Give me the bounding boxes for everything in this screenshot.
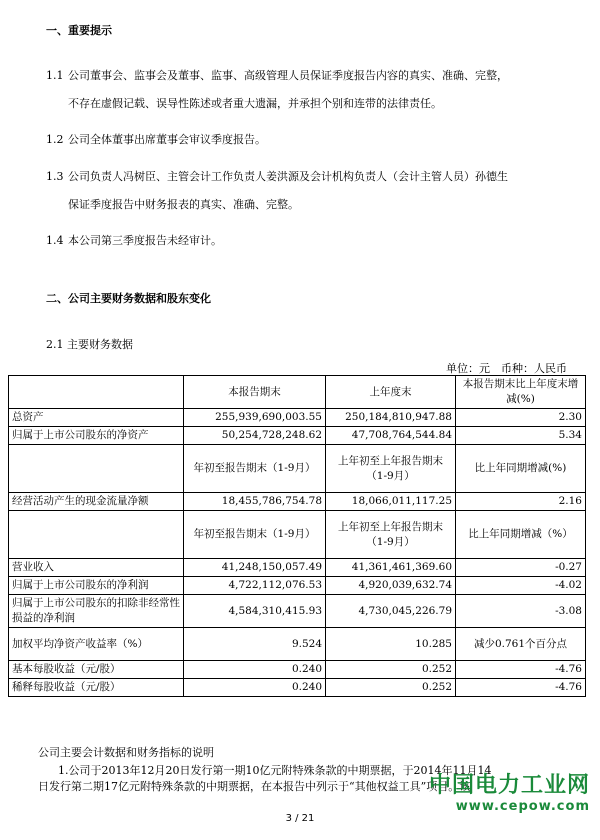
table-row	[9, 595, 586, 628]
item-1-4	[46, 233, 566, 248]
row-value: 41,361,461,369.60	[326, 559, 456, 577]
table-row	[9, 493, 586, 511]
row-label: 加权平均净资产收益率（%）	[9, 628, 184, 661]
row-label: 基本每股收益（元/股）	[9, 661, 184, 679]
row-label: 归属于上市公司股东的净利润	[9, 577, 184, 595]
section2-subtitle: 2.1 主要财务数据	[46, 338, 133, 351]
watermark-url: www.cepow.com	[455, 799, 590, 814]
row-value: 2.30	[456, 409, 586, 427]
table-header-cell: 上年度末	[326, 376, 456, 409]
row-value: 0.252	[326, 679, 456, 697]
row-value: 18,455,786,754.78	[184, 493, 326, 511]
financial-table	[8, 375, 586, 697]
table-header-cell	[9, 445, 184, 493]
row-value: 10.285	[326, 628, 456, 661]
row-value: -4.02	[456, 577, 586, 595]
item-text-cont: 不存在虚假记载、误导性陈述或者重大遗漏，并承担个别和连带的法律责任。	[68, 97, 442, 110]
row-value: 47,708,764,544.84	[326, 427, 456, 445]
table-header-cell: 上年初至上年报告期末（1-9月）	[326, 445, 456, 493]
table-header-row	[9, 511, 586, 559]
item-text: 公司全体董事出席董事会审议季度报告。	[68, 133, 266, 146]
item-text-cont: 保证季度报告中财务报表的真实、准确、完整。	[68, 198, 299, 211]
item-text: 公司负责人冯树臣、主管会计工作负责人姜洪源及会计机构负责人（会计主管人员）孙德生	[68, 170, 508, 183]
row-value: 250,184,810,947.88	[326, 409, 456, 427]
row-value: 4,584,310,415.93	[184, 595, 326, 628]
unit-label: 单位：元 币种：人民币	[446, 362, 567, 375]
note-title: 公司主要会计数据和财务指标的说明	[38, 746, 214, 759]
row-value: 0.240	[184, 679, 326, 697]
table-header-cell	[9, 511, 184, 559]
row-label: 营业收入	[9, 559, 184, 577]
row-label: 稀释每股收益（元/股）	[9, 679, 184, 697]
row-value: 4,920,039,632.74	[326, 577, 456, 595]
row-value: 18,066,011,117.25	[326, 493, 456, 511]
item-1-2	[46, 132, 566, 147]
table-row	[9, 661, 586, 679]
row-value: 9.524	[184, 628, 326, 661]
row-value: 4,722,112,076.53	[184, 577, 326, 595]
row-label: 归属于上市公司股东的净资产	[9, 427, 184, 445]
table-header-cell: 年初至报告期末（1-9月）	[184, 445, 326, 493]
row-value: 5.34	[456, 427, 586, 445]
row-value: 减少0.761个百分点	[456, 628, 586, 661]
row-value: 255,939,690,003.55	[184, 409, 326, 427]
page-number: 3 / 21	[285, 813, 315, 824]
table-row	[9, 427, 586, 445]
item-number: 1.3	[46, 170, 64, 183]
row-value: 4,730,045,226.79	[326, 595, 456, 628]
table-header-cell: 本报告期末	[184, 376, 326, 409]
table-header-cell	[9, 376, 184, 409]
section1-title: 一、重要提示	[46, 24, 112, 37]
table-row	[9, 577, 586, 595]
row-value: -4.76	[456, 679, 586, 697]
row-value: 41,248,150,057.49	[184, 559, 326, 577]
row-value: -0.27	[456, 559, 586, 577]
item-number: 1.1	[46, 69, 64, 82]
table-header-cell: 比上年同期增减（%）	[456, 511, 586, 559]
table-header-cell: 上年初至上年报告期末（1-9月）	[326, 511, 456, 559]
section2-title: 二、公司主要财务数据和股东变化	[46, 292, 211, 305]
table-header-row	[9, 445, 586, 493]
row-value: -4.76	[456, 661, 586, 679]
row-label: 经营活动产生的现金流量净额	[9, 493, 184, 511]
row-value: 0.240	[184, 661, 326, 679]
row-value: 2.16	[456, 493, 586, 511]
note-line: 日发行第二期17亿元附特殊条款的中期票据，在本报告中列示于“其他权益工具”项目。该	[38, 780, 471, 793]
item-1-1	[46, 68, 566, 110]
table-row	[9, 559, 586, 577]
watermark-title: 中国电力工业网	[428, 773, 590, 798]
item-text: 公司董事会、监事会及董事、监事、高级管理人员保证季度报告内容的真实、准确、完整，	[68, 69, 508, 82]
note-line: 1.公司于2013年12月20日发行第一期10亿元附特殊条款的中期票据，于2014年11月14	[58, 764, 492, 777]
table-row	[9, 628, 586, 661]
item-number: 1.4	[46, 234, 64, 247]
table-row	[9, 409, 586, 427]
row-value: 50,254,728,248.62	[184, 427, 326, 445]
row-value: 0.252	[326, 661, 456, 679]
table-header-cell: 年初至报告期末（1-9月）	[184, 511, 326, 559]
table-header-cell: 本报告期末比上年度末增减(%)	[456, 376, 586, 409]
item-1-3	[46, 169, 566, 211]
row-label: 总资产	[9, 409, 184, 427]
item-number: 1.2	[46, 133, 64, 146]
table-header-row	[9, 376, 586, 409]
row-label: 归属于上市公司股东的扣除非经常性损益的净利润	[9, 595, 184, 628]
table-header-cell: 比上年同期增减(%)	[456, 445, 586, 493]
item-text: 本公司第三季度报告未经审计。	[68, 234, 222, 247]
row-value: -3.08	[456, 595, 586, 628]
table-row	[9, 679, 586, 697]
watermark	[429, 768, 590, 814]
